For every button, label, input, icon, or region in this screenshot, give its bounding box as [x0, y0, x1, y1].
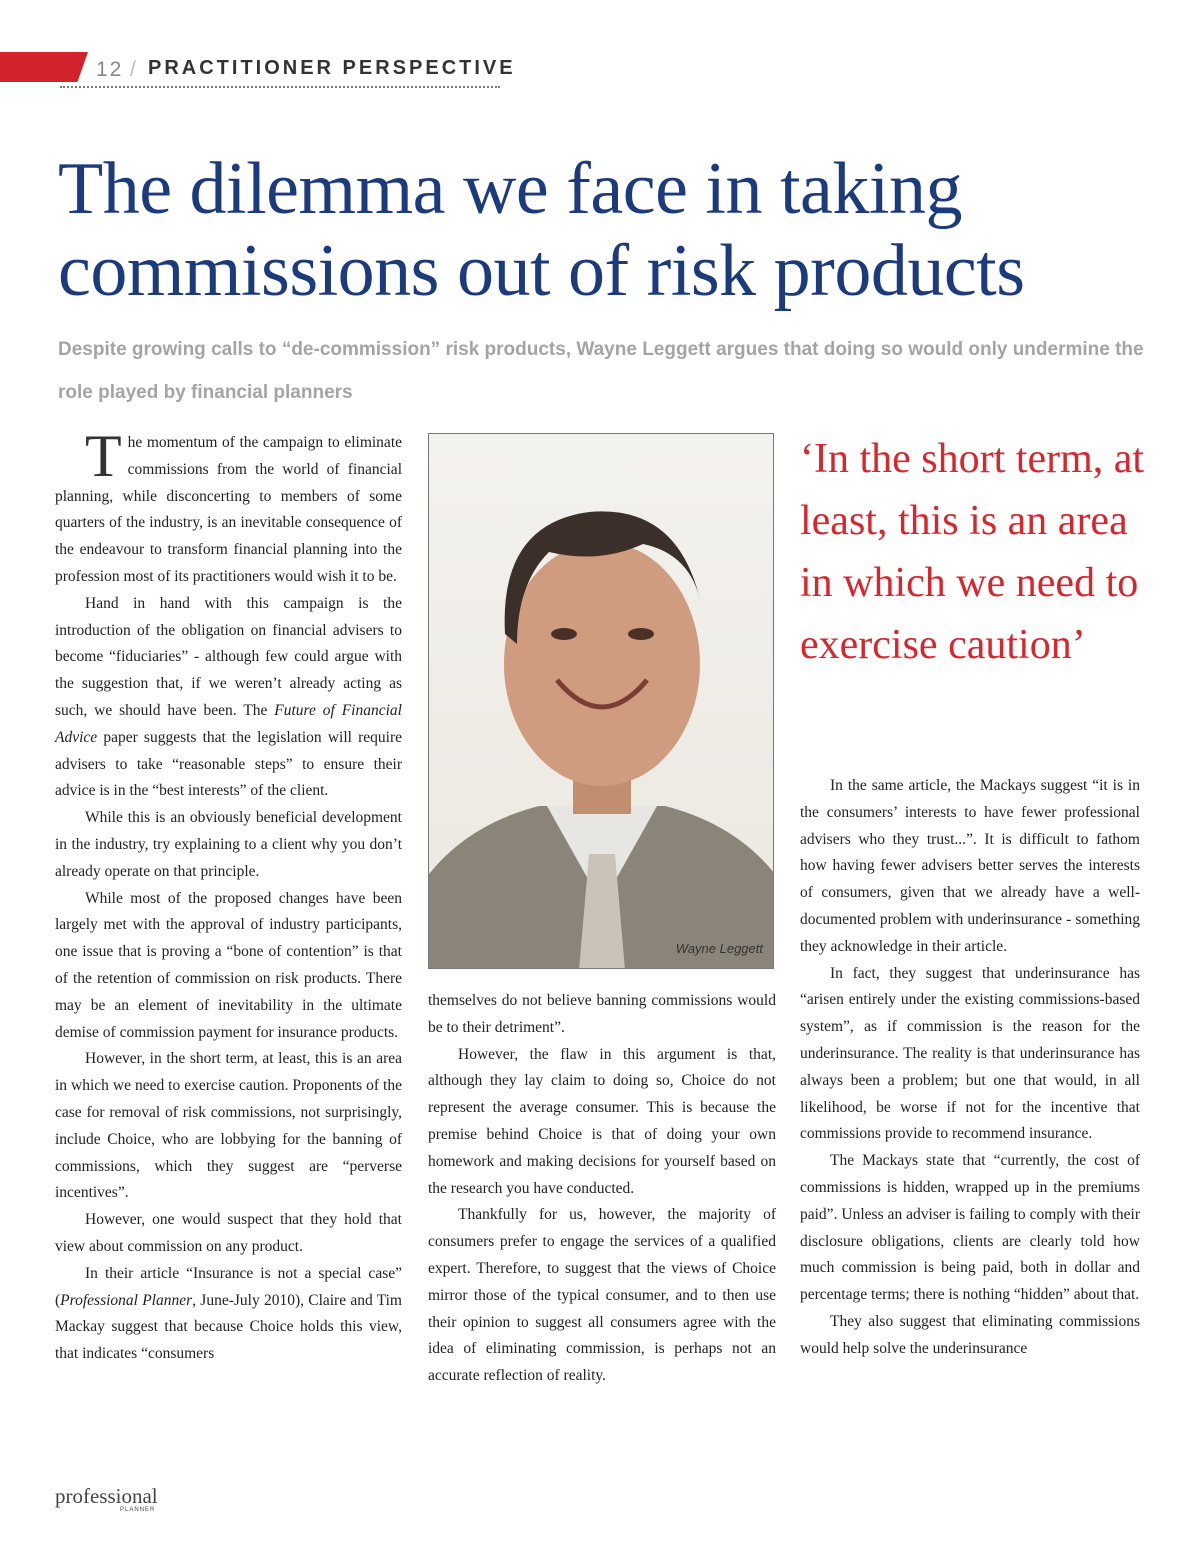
paragraph: The momentum of the campaign to eliminate commissions from the world of financial planning, while disconcerting to members of some quarters of the industry, is an inevitable consequence of the endeavour to transform financial planning into the profession most of its practitioners would wish it to be. — [55, 423, 402, 585]
paragraph: They also suggest that eliminating commissions would help solve the underinsurance — [800, 1312, 1140, 1357]
drop-cap: T — [85, 423, 122, 489]
publication-title: Professional Planner — [60, 1291, 193, 1309]
publication-logo-sub: PLANNER — [120, 1507, 156, 1513]
body-column-2 — [428, 988, 776, 1390]
publication-logo: professional — [55, 1484, 158, 1508]
paragraph: In fact, they suggest that underinsurance has “arisen entirely under the existing commissions-based system”, as if commission is the reason for the underinsurance. The reality is that underinsurance has always been a problem; but one that would, in all likelihood, be worse if not for the incentive that commissions provide to recommend insurance. — [800, 964, 1140, 1143]
paragraph: themselves do not believe banning commissions would be to their detriment”. — [428, 992, 776, 1036]
author-photo — [428, 433, 774, 969]
photo-caption: Wayne Leggett — [675, 941, 763, 956]
section-label: PRACTITIONER PERSPECTIVE — [148, 57, 516, 79]
portrait-illustration — [429, 434, 774, 969]
paragraph: In the same article, the Mackays suggest “it is in the consumers’ interests to have fewer professional advisers who they trust...”. It is difficult to fathom how having fewer advisers better serves the interests of consumers, given that we already have a well-documented problem with underinsurance - something they acknowledge in their article. — [800, 777, 1140, 955]
article-standfirst: Despite growing calls to “de-commission” risk products, Wayne Leggett argues that doing so would only undermine the role played by financial planners — [58, 339, 1144, 403]
body-column-3 — [800, 773, 1140, 1363]
paragraph: However, the flaw in this argument is that, although they lay claim to doing so, Choice do not represent the average consumer. This is because the premise behind Choice is that of doing your own homework and making decisions for yourself based on the research you have conducted. — [428, 1045, 776, 1197]
paragraph: While this is an obviously beneficial development in the industry, try explaining to a client why you don’t already operate on that principle. — [55, 809, 402, 880]
paragraph: Hand in hand with this campaign is the introduction of the obligation on financial advisers to become “fiduciaries” - although few could argue with the suggestion that, if we weren’t already acting as such, we should have been. The Future of Financial Advice paper suggests that the legislation will require advisers to take “reasonable steps” to ensure their advice is in the “best interests” of the client. — [55, 594, 402, 800]
publication-title: Future of Financial Advice — [55, 701, 402, 746]
article-title: The dilemma we face in taking commissions out of risk products — [58, 148, 1025, 312]
paragraph: However, in the short term, at least, this is an area in which we need to exercise caution. Proponents of the case for removal of risk commissions, not surprisingly, include Choice, who are lobbying for the banning of commissions, which they suggest are “perverse incentives”. — [55, 1050, 402, 1202]
paragraph: The Mackays state that “currently, the cost of commissions is hidden, wrapped up in the premiums paid”. Unless an adviser is failing to comply with their disclosure obligations, clients are clearly told how much commission is being paid, both in dollar and percentage terms; there is nothing “hidden” about that. — [800, 1152, 1140, 1304]
body-column-1 — [55, 423, 402, 1368]
paragraph: In their article “Insurance is not a special case” (Professional Planner, June-July 2010), Claire and Tim Mackay suggest that because Choice holds this view, that indicates “consumers — [55, 1264, 402, 1363]
paragraph: However, one would suspect that they hold that view about commission on any product. — [55, 1211, 402, 1255]
header-separator: / — [130, 58, 136, 81]
paragraph: Thankfully for us, however, the majority of consumers prefer to engage the services of a qualified expert. Therefore, to suggest that the views of Choice mirror those of the typical consumer, and to then use their opinion to suggest all consumers agree with the idea of eliminating commission, is perhaps not an accurate reflection of reality. — [428, 1206, 776, 1385]
paragraph: While most of the proposed changes have been largely met with the approval of industry participants, one issue that is proving a “bone of contention” is that of the retention of commission on risk products. There may be an element of inevitability in the ultimate demise of commission payment for insurance products. — [55, 889, 402, 1041]
pull-quote: ‘In the short term, at least, this is an area in which we need to exercise caution’ — [800, 436, 1145, 668]
page-number: 12 — [96, 58, 124, 81]
